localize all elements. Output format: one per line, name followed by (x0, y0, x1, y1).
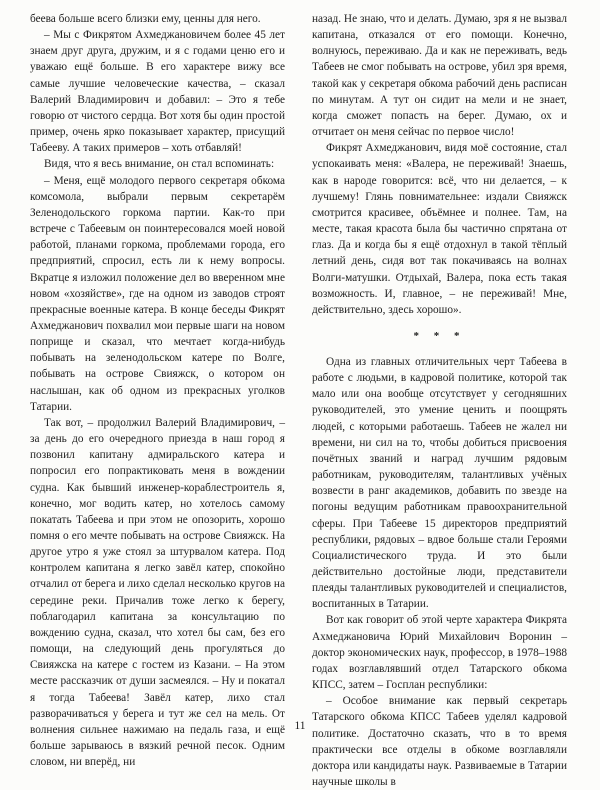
section-separator: * * * (413, 329, 466, 342)
paragraph: назад. Не знаю, что и делать. Думаю, зря я не вызвал капитана, отказался от его помощи. Конечно, волнуюсь, переживаю. Да и как не переживать, ведь Табеев не смог побывать на острове, убил зря время, такой как у секретаря обкома рабочий день расписан по минутам. А тут он сидит на мели и не знает, когда сможет попасть на берег. Думаю, ох и отчитает он меня сейчас по первое число! (312, 13, 567, 139)
paragraph: – Особое внимание как первый секретарь Татарского обкома КПСС Табеев уделял кадровой политике. Достаточно сказать, что в то время практически все отделы в обкоме возглавляли доктора или кандидаты наук. Развиваемые в Татарии научные школы в (312, 695, 567, 789)
paragraph: Видя, что я весь внимание, он стал вспоминать: (44, 158, 275, 171)
paragraph: – Мы с Фикрятом Ахмеджановичем более 45 лет знаем друг друга, дружим, и я с годами ценю его и уважаю ещё больше. В его характере вижу все самые лучшие человеческие качества, – сказал Валерий Владимирович и добавил: – Это я тебе говорю от чистого сердца. Вот хотя бы один простой пример, очень ярко показывает характер, присущий Табееву. А таких примеров – хоть отбавляй! (30, 29, 285, 155)
right-column-top (312, 11, 567, 318)
left-column (30, 11, 285, 770)
paragraph: беева больше всего близки ему, ценны для него. (30, 13, 261, 25)
paragraph: Вот как говорит об этой черте характера Фикрята Ахмеджановича Юрий Михайлович Воронин – доктор экономических наук, профессор, в 1978–1988 годах возглавлявший отдел Татарского обкома КПСС, затем – Госплан республики: (312, 614, 567, 692)
paragraph: – Меня, ещё молодого первого секретаря обкома комсомола, выбрали первым секретарём Зеленодольского горкома партии. Как-то при встрече с Табеевым он поинтересовался моей новой работой, планами горкома, проблемами города, его предприятий, спросил, есть ли к нему вопросы. Вкратце я изложил положение дел во вверенном мне новом «хозяйстве», где на одном из заводов строят прекрасные военные катера. В конце беседы Фикрят Ахмеджанович похвалил мои первые шаги на новом поприще и сказал, что мечтает когда-нибудь побывать на зеленодольском катере по Волге, побывать на острове Свияжск, о котором он наслышан, как об одном из прекрасных уголков Татарии. (30, 174, 285, 413)
right-column (312, 11, 567, 790)
paragraph: Фикрят Ахмеджанович, видя моё состояние, стал успокаивать меня: «Валера, не переживай! Знаешь, как в народе говорится: всё, что ни делается, – к лучшему! Глянь повнимательнее: издали Свияжск смотрится красивее, объёмнее и полнее. Там, на месте, такая красота была бы частично спрятана от глаз. Да и когда бы я ещё отдохнул в такой тёплый летний день, сидя вот так покачиваясь на волнах Волги-матушки. Отдыхай, Валера, пока есть такая возможность. И, главное, – не переживай! Мне, действительно, здесь хорошо». (312, 142, 567, 316)
paragraph: Так вот, – продолжил Валерий Владимирович, – за день до его очередного приезда в наш город я позвонил капитану адмиральского катера и попросил его попрактиковать меня в вождении судна. Как бывший инженер-кораблестроитель я, конечно, мог водить катер, но хотелось самому покатать Табеева и при этом не опозорить, хорошо помня о его мечте побывать на острове Свияжск. На другое утро я уже стоял за штурвалом катера. Под контролем капитана я легко завёл катер, спокойно отчалил от берега и лихо сделал несколько кругов на середине реки. Причалив тоже легко к берегу, поблагодарил капитана за консультацию по вождению судна, сказал, что хотел бы сам, без его помощи, на следующий день прогуляться до Свияжска на катере с гостем из Казани. – На этом месте рассказчик от души засмеялся. – Ну и покатал я тогда Табеева! Завёл катер, лихо стал разворачиваться у берега и тут же сел на мель. От волнения сильнее нажимаю на педаль газа, и ещё больше зарываюсь в вязкий речной песок. Одним словом, ни вперёд, ни (30, 416, 285, 769)
page-number: 11 (294, 720, 306, 732)
paragraph: Одна из главных отличительных черт Табеева в работе с людьми, в кадровой политике, которой так мало или она вообще отсутствует у сегодняшних руководителей, это умение ценить и поощрять людей, с которыми работаешь. Табеев не жалел ни времени, ни сил на то, чтобы добиться присвоения почётных званий и наград лучшим рядовым работникам, руководителям, талантливых учёных возвести в ранг академиков, добавить по звезде на погоны ведущим работникам правоохранительной сферы. При Табееве 15 директоров предприятий республики, рядовых – вдвое больше стали Героями Социалистического труда. И это были действительно достойные люди, представители плеяды талантливых руководителей и специалистов, воспитанных в Татарии. (312, 355, 567, 611)
